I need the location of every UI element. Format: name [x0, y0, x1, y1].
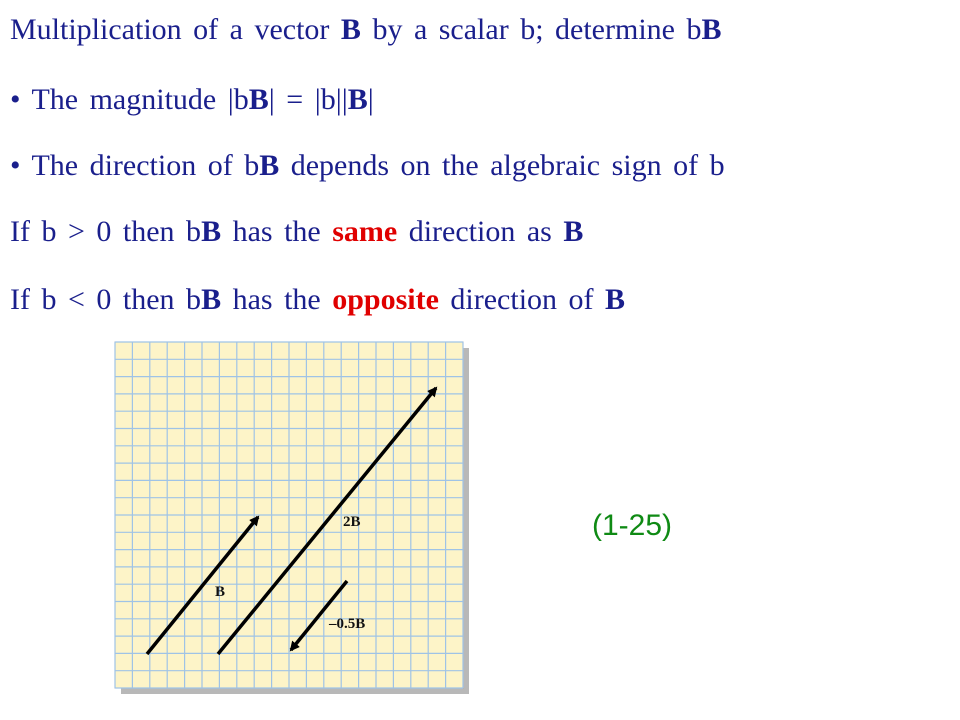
heading-text-2: by a scalar b; determine b [360, 13, 702, 46]
vector-neg-half-b-label: –0.5B [329, 616, 366, 632]
rule-positive-vector-2: B [563, 215, 584, 248]
bullet-magnitude [10, 82, 374, 118]
rule-negative-text-2: has the [221, 283, 333, 316]
rule-negative-highlight: opposite [332, 283, 439, 316]
bullet-direction-text-1: • The direction of b [10, 149, 260, 182]
heading-line [10, 12, 722, 48]
bullet-magnitude-vector-2: B [347, 83, 368, 116]
bullet-direction [10, 148, 725, 184]
heading-vector-2: B [701, 13, 722, 46]
rule-negative-vector-1: B [201, 283, 222, 316]
rule-negative-text-1: If b < 0 then b [10, 283, 202, 316]
rule-positive-text-2: has the [221, 215, 333, 248]
rule-positive [10, 214, 583, 250]
vector-b-label: B [215, 584, 226, 600]
rule-positive-text-1: If b > 0 then b [10, 215, 202, 248]
rule-positive-highlight: same [332, 215, 398, 248]
vector-2b-label: 2B [343, 514, 361, 530]
bullet-direction-vector: B [259, 149, 280, 182]
bullet-magnitude-text-3: | [367, 83, 374, 116]
heading-vector-1: B [340, 13, 361, 46]
rule-negative [10, 282, 625, 318]
rule-positive-vector-1: B [201, 215, 222, 248]
vector-figure [105, 334, 477, 696]
heading-text-1: Multiplication of a vector [10, 13, 341, 46]
rule-negative-text-3: direction of [438, 283, 606, 316]
figure-number: (1-25) [592, 509, 673, 542]
bullet-magnitude-vector-1: B [248, 83, 269, 116]
bullet-magnitude-text-2: | = |b|| [268, 83, 348, 116]
rule-negative-vector-2: B [605, 283, 626, 316]
bullet-magnitude-text-1: • The magnitude |b [10, 83, 249, 116]
bullet-direction-text-2: depends on the algebraic sign of b [279, 149, 725, 182]
grid-lines [115, 342, 463, 688]
rule-positive-text-3: direction as [397, 215, 564, 248]
